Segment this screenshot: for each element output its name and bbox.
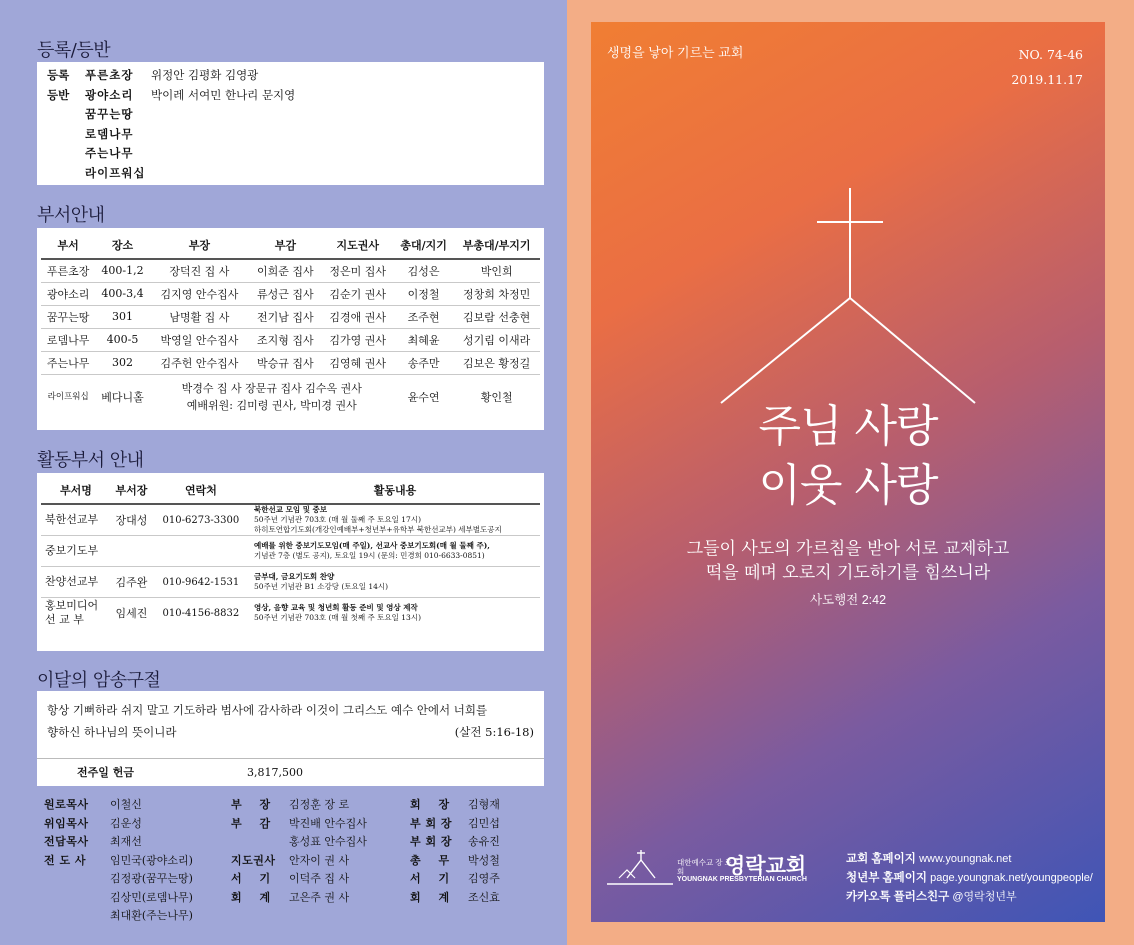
- memory-verse-reference: (살전 5:16-18): [454, 725, 534, 739]
- staff-name: 홍성표 안수집사: [289, 835, 367, 848]
- activity-head: 임세진: [115, 607, 148, 621]
- dept-cell: 정창희 차정민: [453, 282, 540, 305]
- staff-column-1: [44, 796, 193, 926]
- staff-name: 김정훈 장 로: [289, 798, 350, 811]
- staff-name: 김정광(꿈꾸는땅): [110, 872, 193, 885]
- activity-dept-name: 중보기도부: [41, 536, 111, 567]
- staff-role: 회 장: [410, 798, 450, 811]
- dept-cell: 주는나무: [41, 351, 95, 374]
- activity-desc-line1: 북한선교 모임 및 중보: [254, 505, 328, 514]
- link-youth-label: 청년부 홈페이지: [846, 872, 927, 884]
- dept-cell: 김보은 황정길: [453, 351, 540, 374]
- dept-cell: 김영혜 권사: [322, 351, 394, 374]
- dept-cell: 김보람 선충현: [453, 305, 540, 328]
- staff-name: 이덕주 집 사: [289, 872, 350, 885]
- registration-row: [47, 86, 534, 106]
- dept-cell: 로뎀나무: [41, 328, 95, 351]
- memory-verse-title: 이달의 암송구절: [37, 670, 161, 691]
- staff-name: 최재선: [110, 835, 142, 848]
- dept-header-cell: 총대/지기: [394, 230, 453, 259]
- registration-type: [47, 125, 85, 145]
- cover-verse-reference: 사도행전 2:42: [809, 593, 887, 607]
- staff-name: 김형재: [468, 798, 500, 811]
- staff-column-2: [231, 796, 367, 907]
- staff-name: 김상민(로뎀나무): [110, 890, 193, 904]
- activity-desc-line1: 금부대, 금요기도회 찬양: [254, 572, 335, 581]
- registration-dept: 꿈꾸는땅: [85, 107, 134, 121]
- dept-cell: 이정철: [394, 282, 453, 305]
- staff-name: 김영주: [468, 872, 500, 885]
- staff-row: [231, 870, 367, 889]
- activity-dept-name: 북한선교부: [41, 504, 111, 536]
- dept-header-cell: 부장: [150, 230, 250, 259]
- staff-row: [44, 796, 193, 815]
- dept-cell: 김순기 권사: [322, 282, 394, 305]
- staff-role: [44, 907, 110, 926]
- staff-name: 박진배 안수집사: [289, 816, 367, 830]
- dept-cell: 400-1,2: [95, 259, 149, 282]
- link-youth-homepage[interactable]: [846, 869, 1093, 888]
- activity-description: [250, 567, 540, 598]
- registration-type: 등록: [47, 68, 70, 82]
- registration-dept: 푸른초장: [85, 68, 134, 82]
- table-row: [41, 598, 540, 629]
- staff-row: [410, 796, 500, 815]
- activity-phone: 010-4156-8832: [162, 607, 240, 619]
- table-row: [41, 282, 540, 305]
- staff-role: 위임목사: [44, 816, 89, 830]
- links-list: [846, 850, 1093, 907]
- staff-row: [44, 815, 193, 834]
- activity-description: [250, 598, 540, 629]
- dept-cell: 302: [95, 351, 149, 374]
- activity-desc-line1: 영상, 음향 교육 및 청년회 활동 준비 및 영상 제작: [254, 603, 418, 613]
- activity-dept-name: 찬양선교부: [41, 567, 111, 598]
- dept-cell: 400-3,4: [95, 282, 149, 305]
- dept-cell: 꿈꾸는땅: [41, 305, 95, 328]
- staff-row: [44, 907, 193, 926]
- link-youth-url[interactable]: page.youngnak.net/youngpeople/: [930, 872, 1093, 884]
- dept-header-cell: 부감: [249, 230, 321, 259]
- staff-role: 원로목사: [44, 798, 89, 811]
- staff-name: 송유진: [468, 835, 500, 848]
- staff-role: 전 도 사: [44, 853, 87, 867]
- registration-dept: 로뎀나무: [85, 126, 134, 141]
- staff-row: [410, 815, 500, 834]
- staff-role: 총 무: [410, 853, 450, 867]
- dept-cell-merged: [150, 374, 394, 420]
- table-row: [41, 567, 540, 598]
- registration-dept: 광야소리: [85, 87, 134, 102]
- registration-row: [47, 164, 534, 184]
- activities-title: 활동부서 안내: [37, 450, 144, 471]
- activity-head: 김주완: [111, 567, 152, 598]
- registration-row: [47, 125, 534, 145]
- staff-role: 부 회 장: [410, 835, 453, 848]
- staff-role: 서 기: [231, 872, 271, 885]
- dept-cell: 이희준 집사: [249, 259, 321, 282]
- right-panel: [567, 0, 1134, 945]
- staff-role: [44, 870, 110, 889]
- staff-name: 고은주 권 사: [289, 890, 350, 904]
- dept-cell: 김성은: [394, 259, 453, 282]
- dept-cell: 남명활 집 사: [150, 305, 250, 328]
- activity-desc-line2: 50주년 기념관 703호 (매 월 첫째 주 토요일 13시): [254, 613, 422, 623]
- staff-row: [410, 889, 500, 908]
- staff-name: 조신효: [468, 890, 500, 904]
- departments-table-box: [37, 228, 544, 430]
- link-kakao-id[interactable]: @영락청년부: [952, 891, 1017, 903]
- dept-cell: 황인철: [480, 390, 513, 404]
- registration-row: [47, 105, 534, 125]
- dept-cell: 조주현: [394, 305, 453, 328]
- dept-header-cell: 지도권사: [322, 230, 394, 259]
- staff-role: [231, 833, 289, 852]
- dept-cell: 전기남 집사: [249, 305, 321, 328]
- table-row: [41, 259, 540, 282]
- dept-merged-line1: 박경수 집 사 장문규 집사 김수옥 권사: [181, 382, 362, 396]
- cover: [591, 22, 1105, 922]
- cover-title-line2: 이웃 사랑: [758, 460, 938, 511]
- activity-head: [111, 536, 152, 567]
- offering-label: 전주일 헌금: [77, 765, 134, 779]
- staff-role: 서 기: [410, 872, 450, 885]
- departments-title: 부서안내: [37, 205, 105, 226]
- dept-cell: 라이프워십: [47, 391, 89, 402]
- church-logo-icon: [605, 844, 675, 888]
- staff-role: 회 계: [231, 890, 271, 904]
- dept-cell: 김경애 권사: [322, 305, 394, 328]
- staff-row: [231, 833, 367, 852]
- activities-table-box: [37, 473, 544, 651]
- dept-header-cell: 부총대/부지기: [453, 230, 540, 259]
- table-row: [41, 305, 540, 328]
- activity-desc-line2: 50주년 기념관 703호 (매 월 둘째 주 토요일 17시): [254, 515, 422, 524]
- link-homepage-label: 교회 홈페이지: [846, 853, 916, 865]
- dept-cell: 박영일 안수집사: [150, 328, 250, 351]
- link-homepage[interactable]: [846, 850, 1093, 869]
- registration-names: [151, 164, 534, 184]
- dept-cell: 조지형 집사: [249, 328, 321, 351]
- cover-verse-line2: 떡을 떼며 오로지 기도하기를 힘쓰니라: [705, 563, 991, 583]
- table-row: [41, 351, 540, 374]
- registration-names: [151, 144, 534, 164]
- staff-name: 박성철: [468, 853, 500, 867]
- table-row: [41, 504, 540, 536]
- registration-type: [47, 144, 85, 164]
- activity-head: 장대성: [111, 504, 152, 536]
- cover-title-line1: 주님 사랑: [758, 401, 938, 452]
- dept-cell: 정은미 집사: [322, 259, 394, 282]
- staff-name: 이철신: [110, 798, 142, 811]
- dept-header-cell: 부서: [41, 230, 95, 259]
- link-kakao[interactable]: [846, 888, 1093, 907]
- staff-column-3: [410, 796, 500, 907]
- dept-cell: 301: [95, 305, 149, 328]
- dept-cell: 광야소리: [41, 282, 95, 305]
- activity-desc-line1: 예배를 위한 중보기도모임(매 주일), 선교사 중보기도회(매 월 둘째 주),: [254, 541, 490, 550]
- activity-phone: [152, 536, 250, 567]
- dept-cell: 푸른초장: [41, 259, 95, 282]
- staff-name: 김운성: [110, 816, 142, 830]
- dept-cell: 최혜윤: [394, 328, 453, 351]
- activities-table: [41, 475, 540, 629]
- staff-role: 회 계: [410, 890, 450, 904]
- activity-description: [250, 536, 540, 567]
- staff-row: [44, 833, 193, 852]
- church-denomination: 대한예수교 장 로 회: [677, 858, 732, 876]
- registration-row: [47, 66, 534, 86]
- registration-row: [47, 144, 534, 164]
- registration-box: [37, 62, 544, 185]
- activity-header-cell: 연락처: [152, 475, 250, 504]
- staff-role: 지도권사: [231, 853, 276, 867]
- activity-desc-line2: 50주년 기념관 B1 소강당 (토요일 14시): [254, 582, 389, 591]
- activity-header-cell: 활동내용: [250, 475, 540, 504]
- dept-cell: 윤수연: [407, 390, 440, 404]
- cover-verse-line1: 그들이 사도의 가르침을 받아 서로 교제하고: [686, 539, 1010, 559]
- staff-row: [231, 852, 367, 871]
- registration-dept: 주는나무: [85, 146, 134, 160]
- offering-row: [37, 758, 544, 786]
- registration-names: 위정안 김평화 김영광: [151, 68, 259, 82]
- staff-name: 최대환(주는나무): [110, 909, 193, 922]
- dept-cell: 장덕진 집 사: [150, 259, 250, 282]
- dept-cell: 박승규 집사: [249, 351, 321, 374]
- registration-title: 등록/등반: [37, 40, 111, 61]
- staff-name: 김민섭: [468, 816, 500, 830]
- registration-names: [151, 125, 534, 145]
- activity-desc-line3: 하히토연합기도회(개강인예배부+청년부+유학부 북한선교부) 세부별도공지: [254, 525, 502, 534]
- staff-name: 안자이 권 사: [289, 853, 350, 867]
- activity-dept-name: 홍보미디어 선 교 부: [45, 599, 99, 627]
- staff-role: 부 회 장: [410, 816, 453, 830]
- staff-row: [231, 796, 367, 815]
- table-row: [41, 536, 540, 567]
- staff-row: [410, 852, 500, 871]
- registration-names: [151, 105, 534, 125]
- staff-row: [231, 889, 367, 908]
- offering-amount: 3,817,500: [247, 765, 303, 779]
- memory-verse-box: [37, 691, 544, 786]
- registration-type: [47, 164, 85, 184]
- link-homepage-url[interactable]: www.youngnak.net: [919, 853, 1012, 865]
- staff-role: 부 장: [231, 798, 271, 811]
- registration-type: [47, 105, 85, 125]
- registration-dept: 라이프워십: [85, 165, 146, 180]
- activity-header-cell: 부서장: [111, 475, 152, 504]
- dept-cell: 김지영 안수집사: [150, 282, 250, 305]
- dept-cell: 박인희: [453, 259, 540, 282]
- church-roof-cross-icon: [591, 22, 1105, 422]
- activity-description: [250, 504, 540, 536]
- church-name-english: YOUNGNAK PRESBYTERIAN CHURCH: [677, 876, 807, 883]
- activity-phone: 010-6273-3300: [152, 504, 250, 536]
- issue-number: NO. 74-46: [1018, 47, 1083, 62]
- staff-row: [44, 870, 193, 889]
- dept-merged-line2: 예배위원: 김미령 권사, 박미경 권사: [186, 399, 357, 413]
- staff-row: [231, 815, 367, 834]
- link-kakao-label: 카카오톡 플러스친구: [846, 891, 950, 903]
- activity-desc-line2: 기념관 7층 (별도 공지), 토요일 19시 (문의: 민경희 010-6633-0851): [254, 551, 485, 560]
- staff-role: 전담목사: [44, 835, 89, 848]
- table-row: [41, 328, 540, 351]
- departments-table: [41, 230, 540, 420]
- dept-cell: 김주헌 안수집사: [150, 351, 250, 374]
- staff-row: [44, 852, 193, 871]
- issue-date: 2019.11.17: [1011, 72, 1083, 87]
- memory-verse-line1: 항상 기뻐하라 쉬지 말고 기도하라 범사에 감사하라 이것이 그리스도 예수 안에서 너희를: [47, 703, 488, 717]
- dept-header-cell: 장소: [95, 230, 149, 259]
- cover-verse: [591, 537, 1105, 585]
- staff-row: [410, 833, 500, 852]
- dept-cell: 류성근 집사: [249, 282, 321, 305]
- registration-type: 등반: [47, 87, 70, 102]
- dept-cell: 400-5: [95, 328, 149, 351]
- activity-header-cell: 부서명: [41, 475, 111, 504]
- church-name: 영락교회: [725, 855, 807, 878]
- memory-verse-line2: 향하신 하나님의 뜻이니라: [47, 725, 177, 739]
- dept-cell: 김가영 권사: [322, 328, 394, 351]
- staff-role: 부 감: [231, 816, 271, 830]
- staff-role: [44, 889, 110, 908]
- cover-title: [591, 397, 1105, 515]
- dept-cell: 성기림 이새라: [453, 328, 540, 351]
- dept-cell: 베다니홀: [101, 390, 144, 404]
- staff-name: 임민국(광야소리): [110, 853, 193, 867]
- registration-names: 박이레 서여민 한나리 문지영: [151, 87, 296, 102]
- table-row: [41, 374, 540, 420]
- activity-phone: 010-9642-1531: [152, 567, 250, 598]
- staff-row: [44, 889, 193, 908]
- dept-cell: 송주만: [394, 351, 453, 374]
- tagline: 생명을 낳아 기르는 교회: [607, 45, 744, 60]
- staff-row: [410, 870, 500, 889]
